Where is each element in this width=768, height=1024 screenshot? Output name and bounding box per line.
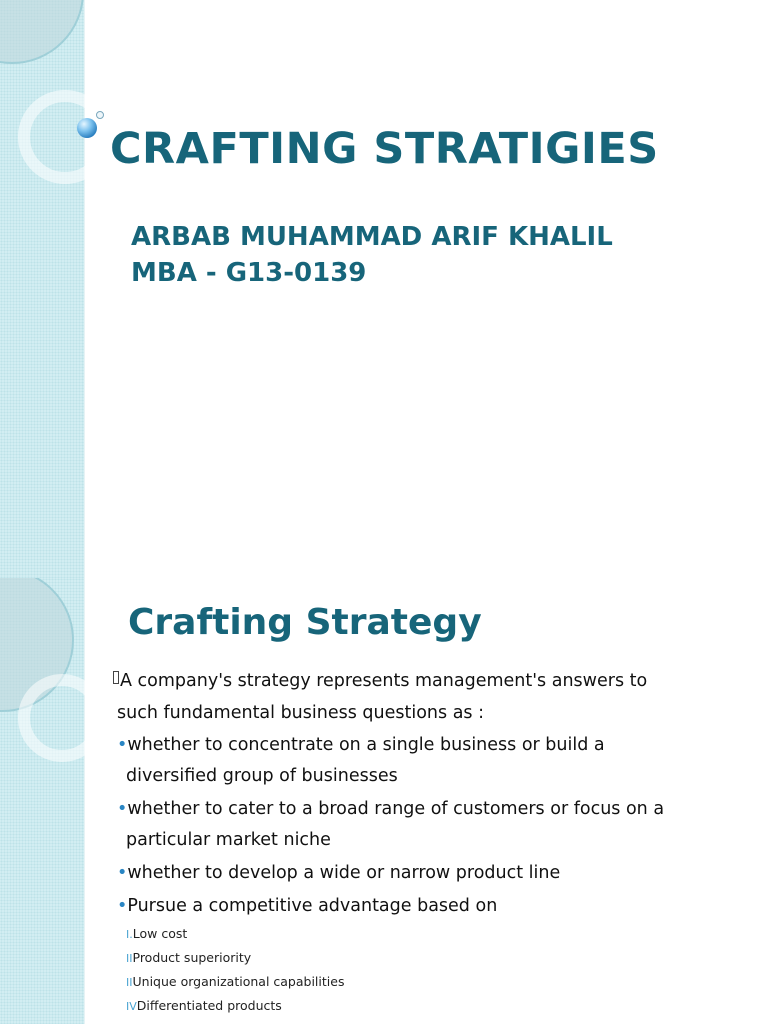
sub-list-item: I.Low cost — [126, 926, 188, 941]
bullet-dot-icon: • — [117, 799, 128, 819]
side-band-edge — [84, 0, 85, 578]
small-sphere-icon — [96, 111, 104, 119]
bullet-dot-icon: • — [117, 863, 128, 883]
content-slide — [0, 578, 768, 1024]
decorative-side-band — [0, 0, 84, 578]
side-band-edge — [84, 578, 85, 1024]
list-item: •Pursue a competitive advantage based on — [117, 896, 498, 916]
bullet-dot-icon: • — [117, 735, 128, 755]
list-item: •whether to develop a wide or narrow product line — [117, 863, 561, 883]
list-item: •whether to cater to a broad range of customers or focus on a — [117, 799, 665, 819]
blue-sphere-icon — [77, 118, 97, 138]
bullet-box-icon — [113, 671, 119, 684]
intro-line-continuation: such fundamental business questions as : — [117, 703, 484, 723]
list-item-continuation: diversified group of businesses — [126, 766, 398, 786]
sub-list-item: IIProduct superiority — [126, 950, 252, 965]
sub-list-item: IVDifferentiated products — [126, 998, 282, 1013]
author-name: ARBAB MUHAMMAD ARIF KHALIL — [131, 222, 613, 252]
list-item-continuation: particular market niche — [126, 830, 331, 850]
slide-title: Crafting Strategy — [128, 602, 482, 643]
intro-line: A company's strategy represents management's answers to — [113, 670, 647, 692]
bullet-dot-icon: • — [117, 896, 128, 916]
student-id: MBA - G13-0139 — [131, 258, 367, 288]
sub-list-item: IIUnique organizational capabilities — [126, 974, 345, 989]
slide-title: CRAFTING STRATIGIES — [110, 124, 659, 174]
slide-subtitle — [131, 219, 613, 291]
list-item: •whether to concentrate on a single business or build a — [117, 735, 605, 755]
decorative-ring — [18, 674, 106, 762]
decorative-ring — [18, 90, 112, 184]
